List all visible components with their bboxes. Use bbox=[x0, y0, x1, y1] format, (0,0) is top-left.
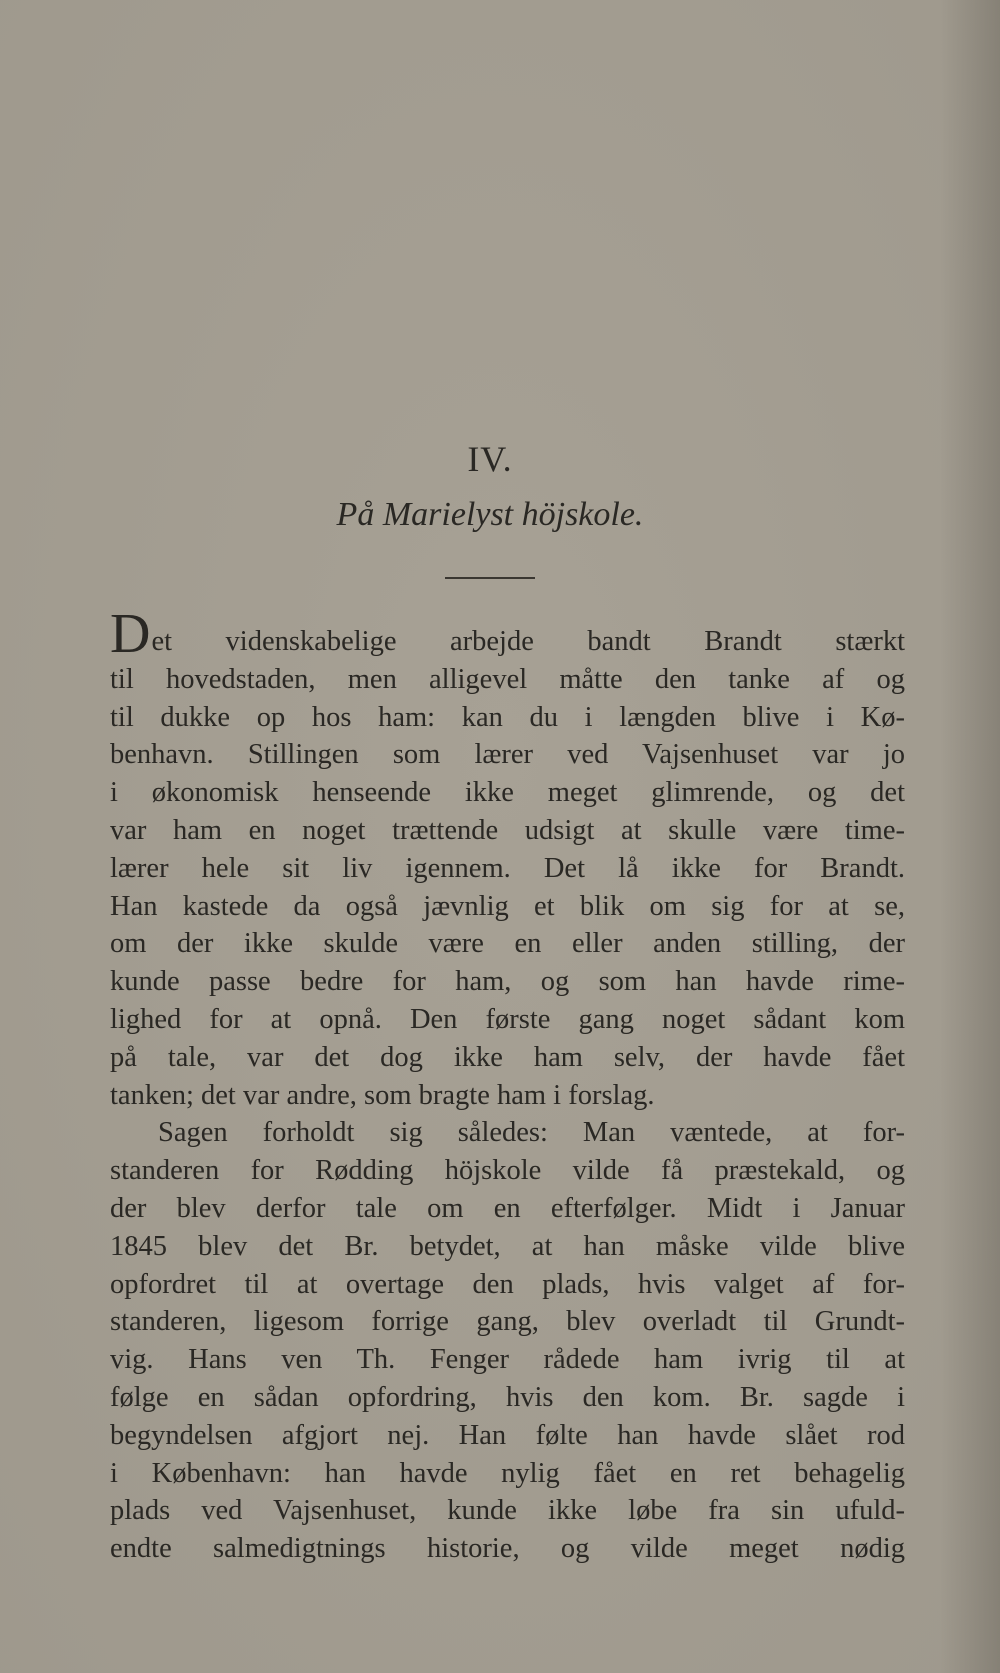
paragraph-last-line: tanken; det var andre, som bragte ham i forslag. bbox=[110, 1079, 655, 1111]
text-line: på tale, var det dog ikke ham selv, der havde fået bbox=[110, 1041, 905, 1073]
title-divider bbox=[445, 577, 535, 579]
text-line: begyndelsen afgjort nej. Han følte han havde slået rod bbox=[110, 1419, 905, 1451]
text-line: standeren, ligesom forrige gang, blev overladt til Grundt- bbox=[110, 1306, 905, 1338]
chapter-title: På Marielyst höjskole. bbox=[336, 496, 644, 533]
text-line: opfordret til at overtage den plads, hvis valget af for- bbox=[110, 1268, 905, 1300]
paragraph-first-line: Sagen forholdt sig således: Man væntede, at for- bbox=[158, 1117, 905, 1149]
text-line: standeren for Rødding höjskole vilde få præstekald, og bbox=[110, 1155, 905, 1187]
page-edge-shadow bbox=[940, 0, 1000, 1673]
text-line: 1845 blev det Br. betydet, at han måske vilde blive bbox=[110, 1230, 905, 1262]
text-line: der blev derfor tale om en efterfølger. Midt i Januar bbox=[110, 1192, 905, 1224]
text-line: var ham en noget trættende udsigt at skulle være time- bbox=[110, 814, 905, 846]
text-line: til hovedstaden, men alligevel måtte den tanke af og bbox=[110, 663, 905, 695]
text-line: lighed for at opnå. Den første gang noget sådant kom bbox=[110, 1003, 905, 1035]
text-line: Han kastede da også jævnlig et blik om sig for at se, bbox=[110, 890, 905, 922]
chapter-number: IV. bbox=[467, 439, 513, 479]
body-text bbox=[110, 603, 905, 1568]
text-line: endte salmedigtnings historie, og vilde meget nødig bbox=[110, 1533, 905, 1565]
text-line bbox=[110, 603, 905, 665]
first-line-text: et videnskabelige arbejde bandt Brandt stærkt bbox=[151, 626, 905, 657]
text-line: kunde passe bedre for ham, og som han havde rime- bbox=[110, 966, 905, 998]
drop-cap: D bbox=[110, 603, 151, 665]
text-line: om der ikke skulde være en eller anden stilling, der bbox=[110, 928, 905, 960]
text-line: vig. Hans ven Th. Fenger rådede ham ivrig til at bbox=[110, 1344, 905, 1376]
text-line: benhavn. Stillingen som lærer ved Vajsenhuset var jo bbox=[110, 739, 905, 771]
text-line: i økonomisk henseende ikke meget glimrende, og det bbox=[110, 777, 905, 809]
text-line: i København: han havde nylig fået en ret behagelig bbox=[110, 1457, 905, 1489]
text-line: plads ved Vajsenhuset, kunde ikke løbe fra sin ufuld- bbox=[110, 1495, 905, 1527]
text-line: følge en sådan opfordring, hvis den kom. Br. sagde i bbox=[110, 1381, 905, 1413]
text-line: til dukke op hos ham: kan du i længden blive i Kø- bbox=[110, 701, 905, 733]
text-line: lærer hele sit liv igennem. Det lå ikke for Brandt. bbox=[110, 852, 905, 884]
